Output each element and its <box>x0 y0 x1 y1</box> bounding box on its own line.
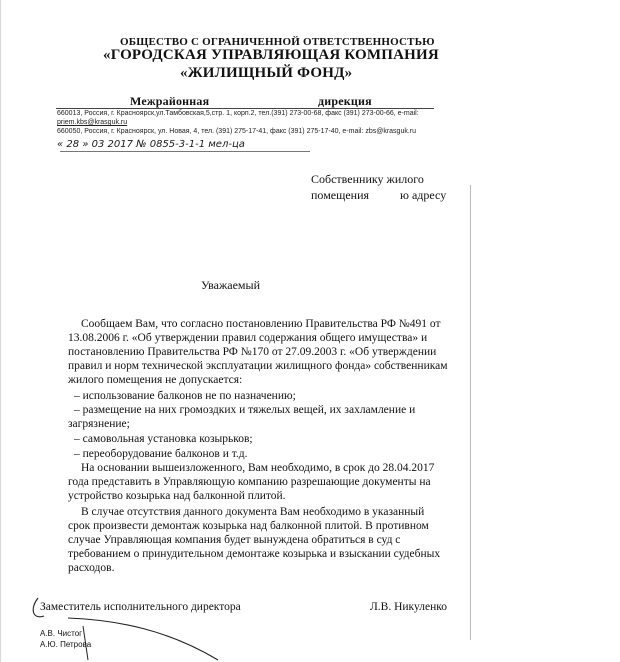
company-name: «ГОРОДСКАЯ УПРАВЛЯЮЩАЯ КОМПАНИЯ <box>103 47 439 63</box>
p3-line-5: расходов. <box>68 562 115 574</box>
list-item: – самовольная установка козырьков; <box>74 433 253 445</box>
list-item: – использование балконов не по назначению; <box>74 390 296 402</box>
p2-line-1: На основании вышеизложенного, Вам необходимо, в срок до 28.04.2017 <box>81 462 435 474</box>
org-form: ОБЩЕСТВО С ОГРАНИЧЕННОЙ ОТВЕТСТВЕННОСТЬЮ <box>120 36 435 48</box>
list-item: – переоборудование балконов и т.д. <box>74 448 248 460</box>
p1-line-4: правил и норм технической эксплуатации жилищного фонда» собственникам <box>68 360 448 372</box>
addressee-line-2-tail: ю адресу <box>400 188 447 202</box>
p2-line-3: устройство козырька над балконной плитой. <box>68 490 286 502</box>
p3-line-3: случае Управляющая компания будет вынуждена обратиться в суд с <box>68 534 401 546</box>
signatory-title: Заместитель исполнительного директора <box>40 601 241 613</box>
division-right: дирекция <box>318 94 372 108</box>
p1-line-1: Сообщаем Вам, что согласно постановлению Правительства РФ №491 от <box>81 318 441 330</box>
p3-line-2: срок произвести демонтаж козырька над балконной плитой. В противном <box>68 520 429 532</box>
p1-line-5: жилого помещения не допускается: <box>68 374 243 386</box>
p2-line-2: года представить в Управляющую компанию разрешающие документы на <box>68 476 431 488</box>
executor-2: А.Ю. Петрова <box>40 640 92 649</box>
list-item: – размещение на них громоздких и тяжелых вещей, их захламление и <box>74 404 416 416</box>
list-item: загрязнение; <box>68 418 130 430</box>
email-1: priem.kbs@krasguk.ru <box>57 119 128 126</box>
greeting: Уважаемый <box>201 278 260 292</box>
p3-line-4: требованием о принудительном демонтаже козырька и взыскании судебных <box>68 548 441 560</box>
address-line-1: 660013, Россия, г. Красноярск,ул.Тамбовская,5,стр. 1, корп.2, тел.(391) 273-00-68, факс (391) 273-00-66, e-mail: <box>57 110 419 117</box>
signatory-name: Л.В. Никуленко <box>370 601 447 613</box>
date-underline <box>60 151 310 152</box>
company-name-2: «ЖИЛИЩНЫЙ ФОНД» <box>180 65 353 81</box>
address-line-2: 660050, Россия, г. Красноярск, ул. Новая, 4, тел. (391) 275-17-41, факс (391) 275-17-40, e-mail: zbs@krasguk.ru <box>57 128 417 135</box>
addressee-line-2: помещения <box>311 188 370 202</box>
letterhead-rule <box>56 108 434 109</box>
scan-fold-line <box>470 185 471 640</box>
p1-line-2: 13.08.2006 г. «Об утверждении правил содержания общего имущества» и <box>68 332 428 344</box>
date-number-line: « 28 » 03 2017 № 0855-3-1-1 мел-ца <box>57 139 245 150</box>
executor-1: А.В. Чистог <box>40 629 83 638</box>
signature-scribble <box>28 590 238 662</box>
p3-line-1: В случае отсутствия данного документа Вам необходимо в указанный <box>81 506 425 518</box>
p1-line-3: постановлению Правительства РФ №170 от 27.09.2003 г. «Об утверждении <box>68 346 437 358</box>
addressee-line-1: Собственнику жилого <box>311 172 424 186</box>
division-left: Межрайонная <box>130 94 210 108</box>
